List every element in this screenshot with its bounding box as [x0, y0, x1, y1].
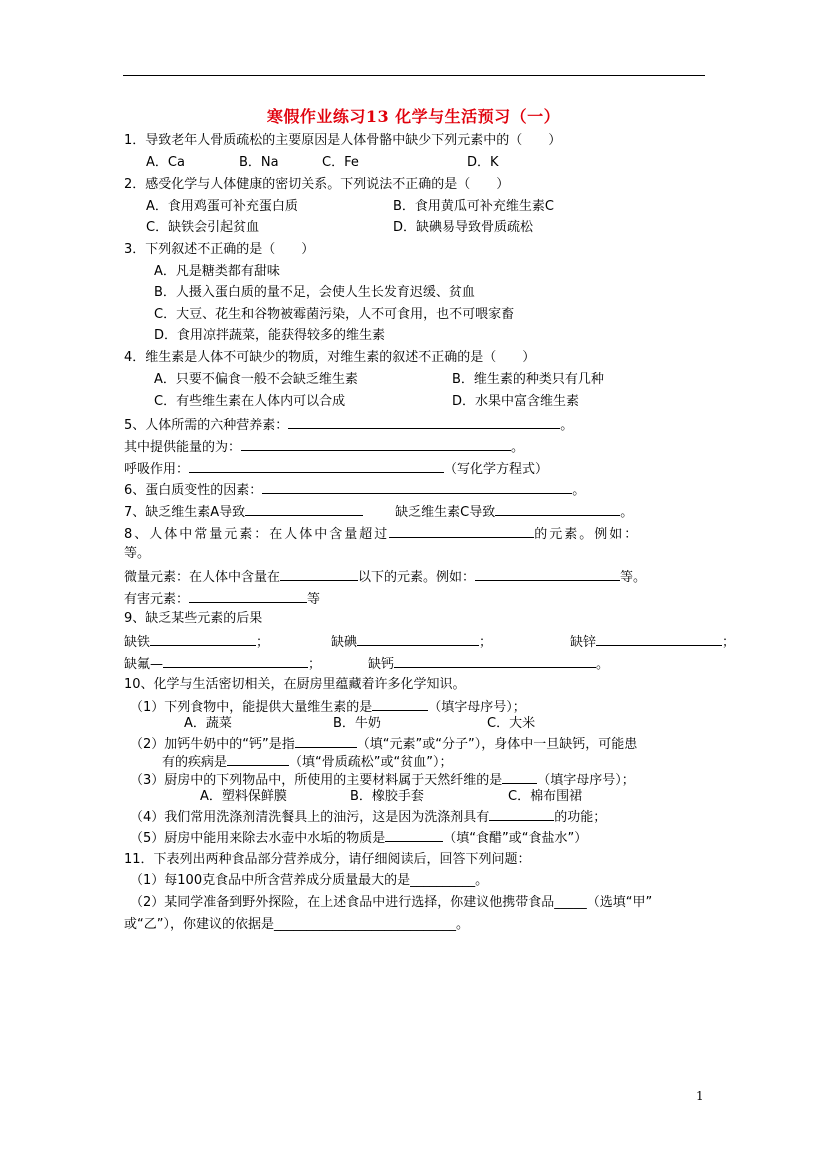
- q8-line1: [124, 525, 639, 543]
- q9-calcium: [368, 655, 609, 673]
- q10-part2-disease-note: （填“骨质疏松”或“贫血”）；: [289, 755, 453, 770]
- q10-blank4[interactable]: [502, 771, 537, 784]
- q8-trace-example: 以下的元素。例如：: [358, 570, 476, 585]
- q3-option-d: D．食用凉拌蔬菜，能获得较多的维生素: [154, 328, 386, 343]
- header-rule: [123, 75, 705, 76]
- q2-option-c: C．缺铁会引起贫血: [146, 220, 260, 235]
- q4-option-a: A．只要不偏食一般不会缺乏维生素: [154, 372, 358, 387]
- q8-blank-threshold[interactable]: [389, 525, 534, 538]
- q7-vitamin-a-label: 7、缺乏维生素A导致: [124, 505, 246, 520]
- q10-part1-label: （1）下列食物中，能提供大量维生素的是: [130, 700, 373, 715]
- q10-part4-label: （4）我们常用洗涤剂清洗餐具上的油污，这是因为洗涤剂具有: [130, 810, 490, 825]
- q8-blank-trace-examples[interactable]: [475, 568, 620, 581]
- q9-blank-fluorine[interactable]: [163, 655, 308, 668]
- q4-stem: 4．维生素是人体不可缺少的物质，对维生素的叙述不正确的是（ ）: [124, 350, 536, 365]
- q5-blank-nutrients[interactable]: [288, 416, 560, 429]
- q4-option-c: C．有些维生素在人体内可以合成: [154, 394, 346, 409]
- q9-fluorine: [124, 655, 321, 673]
- q5-respiration-label: 呼吸作用：: [124, 462, 190, 477]
- q10-part2-cont: [162, 753, 452, 771]
- q7-line: 7、缺乏维生素A导致 缺乏维生素C导致 。: [124, 505, 634, 520]
- q3-stem: 3．下列叙述不正确的是（ ）: [124, 242, 315, 257]
- q10-part1: [130, 698, 526, 716]
- q10-part5: [130, 829, 587, 847]
- q10-blank5[interactable]: [489, 808, 554, 821]
- q11-part2-cont: 或“乙”），你建议的依据是____________________________。: [124, 917, 469, 932]
- q9-zinc-label: 缺锌: [570, 635, 597, 650]
- q9-fluorine-label: 缺氟—: [124, 657, 164, 672]
- q10-part1-note: （填字母序号）；: [428, 700, 526, 715]
- q8-harmful-label: 有害元素：: [124, 592, 190, 607]
- q8-blank-trace-threshold[interactable]: [280, 568, 358, 581]
- q3-option-b: B．人摄入蛋白质的量不足，会使人生长发育迟缓、贫血: [154, 285, 475, 300]
- q9-blank-calcium[interactable]: [394, 655, 596, 668]
- q6-blank[interactable]: [262, 481, 572, 494]
- q10-stem: 10、化学与生活密切相关，在厨房里蕴藏着许多化学知识。: [124, 677, 466, 692]
- q8-trace-label: 微量元素：在人体中含量在: [124, 570, 281, 585]
- q1-option-a: A．Ca: [146, 155, 185, 170]
- q7-blank-a[interactable]: [245, 503, 363, 516]
- q10-part1-option-b: B．牛奶: [333, 716, 381, 731]
- q6-label: 6、蛋白质变性的因素：: [124, 483, 263, 498]
- q5-line2: 其中提供能量的为： 。: [124, 440, 525, 455]
- q10-part3-label: （3）厨房中的下列物品中，所使用的主要材料属于天然纤维的是: [130, 773, 503, 788]
- q3-option-c: C．大豆、花生和谷物被霉菌污染，人不可食用，也不可喂家畜: [154, 307, 515, 322]
- q10-blank2[interactable]: [295, 735, 357, 748]
- page-number: 1: [696, 1089, 704, 1103]
- q8-harmful-end: 等: [307, 592, 321, 607]
- q2-option-d: D．缺碘易导致骨质疏松: [393, 220, 534, 235]
- q9-fluorine-sep: ；: [308, 657, 322, 672]
- q1-stem: 1．导致老年人骨质疏松的主要原因是人体骨骼中缺少下列元素中的（ ）: [124, 133, 562, 148]
- q2-stem: 2．感受化学与人体健康的密切关系。下列说法不正确的是（ ）: [124, 177, 510, 192]
- q5-line1: 5、人体所需的六种营养素： 。: [124, 418, 574, 433]
- q9-calcium-end: 。: [596, 657, 610, 672]
- q8-line2: 等。: [124, 546, 151, 561]
- q9-zinc: [570, 633, 735, 651]
- q9-iron-sep: ；: [256, 635, 270, 650]
- q9-calcium-label: 缺钙: [368, 657, 395, 672]
- q2-option-b: B．食用黄瓜可补充维生素C: [393, 199, 554, 214]
- q4-option-b: B．维生素的种类只有几种: [452, 372, 604, 387]
- q5-blank-energy[interactable]: [241, 438, 511, 451]
- q1-option-b: B．Na: [239, 155, 279, 170]
- q9-iodine-sep: ；: [479, 635, 493, 650]
- q9-zinc-sep: ；: [722, 635, 736, 650]
- q10-part5-note: （填“食醋”或“食盐水”）: [443, 831, 588, 846]
- q10-part3-note: （填字母序号）；: [537, 773, 635, 788]
- q10-part3-option-a: A．塑料保鲜膜: [200, 789, 287, 804]
- q1-option-c: C．Fe: [322, 155, 359, 170]
- q10-part3-option-b: B．橡胶手套: [350, 789, 424, 804]
- q5-equation-note: （写化学方程式）: [444, 462, 549, 477]
- q5-energy-label: 其中提供能量的为：: [124, 440, 242, 455]
- q1-option-d: D．K: [467, 155, 499, 170]
- q5-line3: [124, 460, 548, 478]
- q10-part1-option-c: C．大米: [487, 716, 536, 731]
- q9-iron: [124, 633, 269, 651]
- q8-major-label: 8、人体中常量元素：在人体中含量超过: [124, 527, 390, 542]
- q5-blank-equation[interactable]: [189, 460, 444, 473]
- q10-part2-note: （填“元素”或“分子”），身体中一旦缺钙，可能患: [356, 737, 638, 752]
- q6-line: 6、蛋白质变性的因素： 。: [124, 483, 586, 498]
- q11-part1: （1）每100克食品中所含营养成分质量最大的是__________。: [130, 873, 489, 888]
- q8-line4: [124, 590, 320, 608]
- q2-option-a: A．食用鸡蛋可补充蛋白质: [146, 199, 298, 214]
- q11-part2: （2）某同学准备到野外探险，在上述食品中进行选择，你建议他携带食品_____（选填“甲”: [130, 895, 653, 910]
- q10-blank3[interactable]: [227, 753, 289, 766]
- q10-part4: [130, 808, 606, 826]
- q8-blank-harmful[interactable]: [189, 590, 307, 603]
- q10-blank1[interactable]: [372, 698, 428, 711]
- q8-line3: [124, 568, 646, 586]
- q3-option-a: A．凡是糖类都有甜味: [154, 264, 280, 279]
- q9-blank-iodine[interactable]: [357, 633, 479, 646]
- q9-blank-iron[interactable]: [150, 633, 256, 646]
- q7-blank-c[interactable]: [495, 503, 620, 516]
- q10-part1-option-a: A．蔬菜: [184, 716, 232, 731]
- q10-part3: [130, 771, 635, 789]
- q11-stem: 11．下表列出两种食品部分营养成分，请仔细阅读后，回答下列问题：: [124, 852, 531, 867]
- q10-part2-disease-label: 有的疾病是: [162, 755, 228, 770]
- q4-option-d: D．水果中富含维生素: [452, 394, 580, 409]
- q9-iron-label: 缺铁: [124, 635, 151, 650]
- q9-iodine-label: 缺碘: [331, 635, 358, 650]
- q5-label: 5、人体所需的六种营养素：: [124, 418, 289, 433]
- q10-part4-note: 的功能；: [554, 810, 607, 825]
- page-title: 寒假作业练习13 化学与生活预习（一）: [266, 107, 561, 126]
- q9-iodine: [331, 633, 492, 651]
- q10-part2-label: （2）加钙牛奶中的“钙”是指: [130, 737, 295, 752]
- q8-trace-end: 等。: [620, 570, 647, 585]
- q10-blank6[interactable]: [385, 829, 443, 842]
- q9-blank-zinc[interactable]: [596, 633, 722, 646]
- q10-part2: [130, 735, 637, 753]
- q8-example-label: 的元素。例如：: [534, 527, 640, 542]
- q10-part5-label: （5）厨房中能用来除去水壶中水垢的物质是: [130, 831, 386, 846]
- q7-vitamin-c-label: 缺乏维生素C导致: [395, 505, 496, 520]
- q10-part3-option-c: C．棉布围裙: [508, 789, 583, 804]
- q9-stem: 9、缺乏某些元素的后果: [124, 611, 263, 626]
